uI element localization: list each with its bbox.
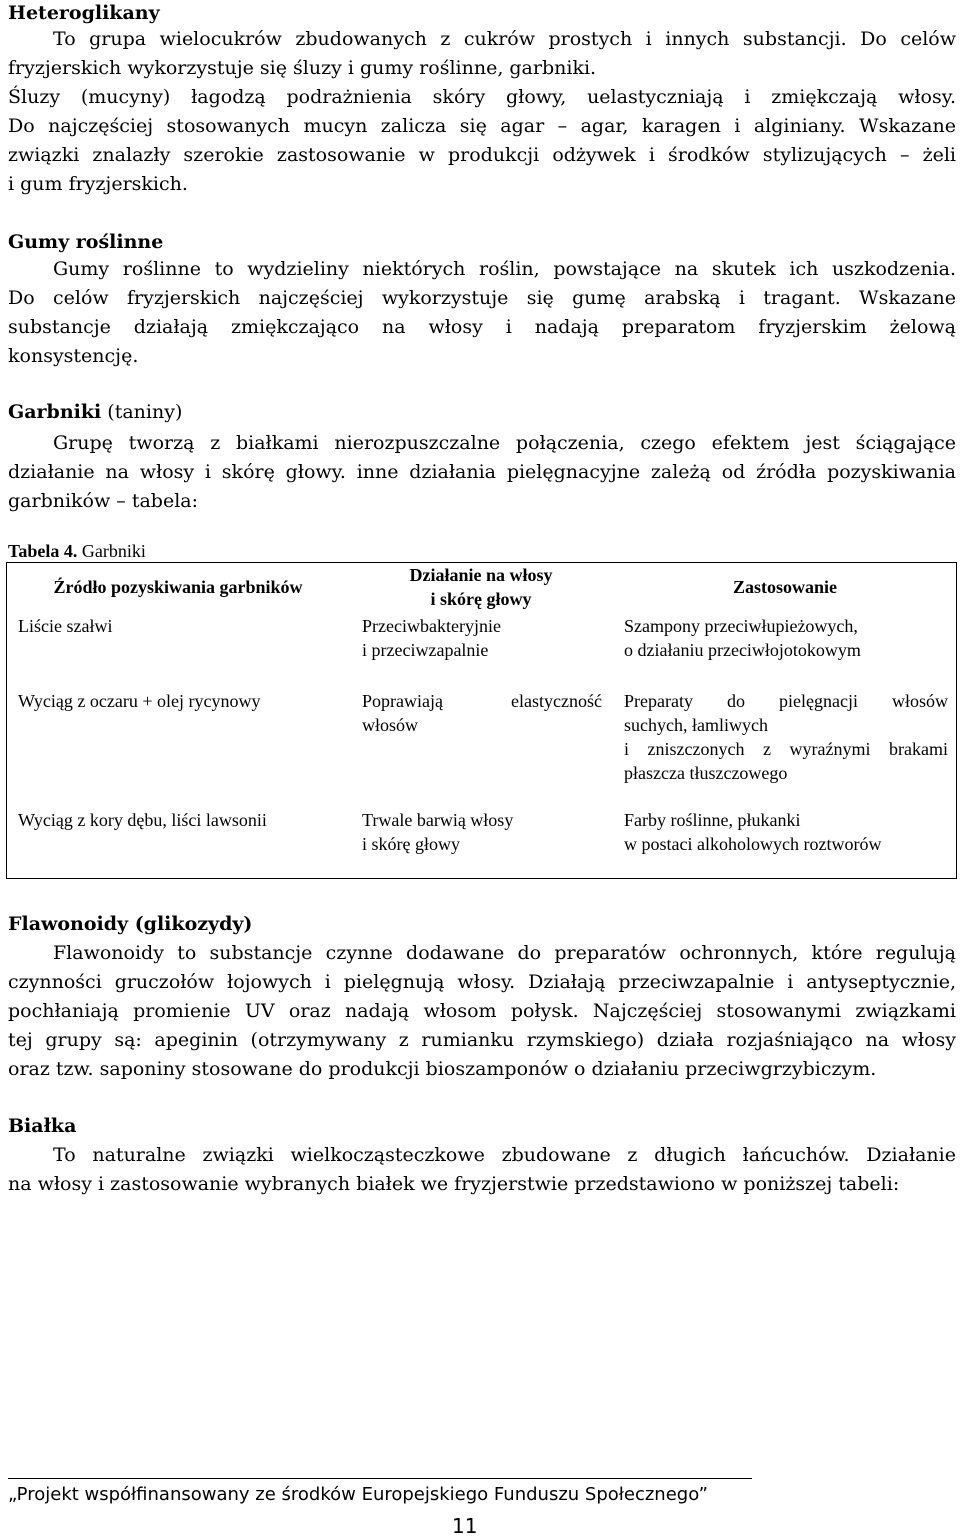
header-effect <box>350 562 612 612</box>
text-line: garbników – tabela: <box>8 490 199 512</box>
text-line: i gum fryzjerskich. <box>8 173 188 195</box>
cell-line: i przeciwzapalnie <box>362 640 489 660</box>
text-line: związki znalazły szerokie zastosowanie w produkcji odżywek i środków stylizujących – żeli <box>8 144 956 166</box>
paragraph-gumy-roslinne <box>8 255 956 371</box>
text-line: substancje działają zmiękczająco na włosy i nadają preparatom fryzjerskim żelową <box>8 316 956 338</box>
cell-source <box>6 802 350 880</box>
table-row <box>6 802 958 880</box>
text-line: na włosy i zastosowanie wybranych białek we fryzjerstwie przedstawiono w poniższej tabeli: <box>8 1173 900 1195</box>
header-source: Źródło pozyskiwania garbników <box>53 577 303 597</box>
text-line: czynności gruczołów łojowych i pielęgnują włosy. Działają przeciwzapalnie i antyseptycznie, <box>8 971 956 993</box>
text-line: pochłaniają promienie UV oraz nadają włosom połysk. Najczęściej stosowanymi związkami <box>8 1000 956 1022</box>
cell-use <box>612 612 958 681</box>
cell-use <box>612 681 958 802</box>
cell-line: o działaniu przeciwłojotokowym <box>624 640 861 660</box>
cell-effect <box>350 802 612 880</box>
text-line: Flawonoidy to substancje czynne dodawane do preparatów ochronnych, które regulują <box>53 942 956 964</box>
cell-line: płaszcza tłuszczowego <box>624 763 788 783</box>
text-line: oraz tzw. saponiny stosowane do produkcji bioszamponów o działaniu przeciwgrzybiczym. <box>8 1058 877 1080</box>
cell-line: włosów <box>362 715 419 735</box>
header-use: Zastosowanie <box>732 577 837 597</box>
text-line: konsystencję. <box>8 345 139 367</box>
table-row <box>6 681 958 802</box>
cell-source <box>6 612 350 681</box>
garbniki-table <box>6 562 958 880</box>
footer-divider <box>8 1478 752 1479</box>
text-line: Gumy roślinne to wydzieliny niektórych roślin, powstające na skutek ich uszkodzenia. <box>53 258 956 280</box>
footer-project-note: „Projekt współfinansowany ze środków Europejskiego Funduszu Społecznego” <box>8 1484 708 1505</box>
cell-source <box>6 681 350 802</box>
text-line: tej grupy są: apeginin (otrzymywany z rumianku rzymskiego) działa rozjaśniająco na włosy <box>8 1029 956 1051</box>
cell-effect <box>350 612 612 681</box>
paragraph-bialka <box>8 1141 956 1199</box>
cell-line: w postaci alkoholowych roztworów <box>624 834 882 854</box>
cell-line: Szampony przeciwłupieżowych, <box>624 616 858 636</box>
cell-line: Wyciąg z oczaru + olej rycynowy <box>18 691 261 711</box>
section-title-bialka: Białka <box>8 1115 77 1137</box>
paragraph-flawonoidy <box>8 939 956 1084</box>
cell-line: Liście szałwi <box>18 616 113 636</box>
cell-use <box>612 802 958 880</box>
table-row <box>6 612 958 681</box>
cell-line: suchych, łamliwych <box>624 715 768 735</box>
cell-line: i zniszczonych z wyraźnymi brakami <box>624 739 948 759</box>
section-title-flawonoidy: Flawonoidy (glikozydy) <box>8 913 253 935</box>
cell-line: Poprawiają elastyczność <box>362 691 602 711</box>
cell-line: Farby roślinne, płukanki <box>624 810 801 830</box>
page-number: 11 <box>452 1514 478 1538</box>
section-title-gumy-roslinne: Gumy roślinne <box>8 231 164 253</box>
paragraph-heteroglikany <box>8 25 956 199</box>
header-effect-line: i skórę głowy <box>430 589 532 609</box>
text-line: Do najczęściej stosowanych mucyn zalicza się agar – agar, karagen i alginiany. Wskazane <box>8 115 956 137</box>
caption-label: Tabela 4. <box>8 541 78 561</box>
caption-title: Garbniki <box>77 541 146 561</box>
text-line: Grupę tworzą z białkami nierozpuszczalne połączenia, czego efektem jest ściągające <box>53 432 956 454</box>
cell-effect <box>350 681 612 802</box>
cell-line: Trwale barwią włosy <box>362 810 514 830</box>
text-line: To grupa wielocukrów zbudowanych z cukrów prostych i innych substancji. Do celów <box>53 28 956 50</box>
text-line: Do celów fryzjerskich najczęściej wykorzystuje się gumę arabską i tragant. Wskazane <box>8 287 956 309</box>
cell-line: i skórę głowy <box>362 834 460 854</box>
text-line: To naturalne związki wielkocząsteczkowe zbudowane z długich łańcuchów. Działanie <box>53 1144 956 1166</box>
section-title-garbniki <box>8 399 182 425</box>
text-line: fryzjerskich wykorzystuje się śluzy i gumy roślinne, garbniki. <box>8 57 597 79</box>
table-header-row <box>6 562 958 612</box>
cell-line: Preparaty do pielęgnacji włosów <box>624 691 948 711</box>
title-normal: (taniny) <box>101 401 183 423</box>
header-effect-line: Działanie na włosy <box>409 565 553 585</box>
text-line: Śluzy (mucyny) łagodzą podrażnienia skóry głowy, uelastyczniają i zmiękczają włosy. <box>8 86 956 108</box>
paragraph-garbniki <box>8 429 956 516</box>
cell-line: Przeciwbakteryjnie <box>362 616 501 636</box>
cell-line: Wyciąg z kory dębu, liści lawsonii <box>18 810 267 830</box>
section-title-heteroglikany: Heteroglikany <box>8 2 160 24</box>
title-bold: Garbniki <box>8 401 102 423</box>
text-line: działanie na włosy i skórę głowy. inne działania pielęgnacyjne zależą od źródła pozyskiwania <box>8 461 956 483</box>
table-caption <box>8 540 146 562</box>
